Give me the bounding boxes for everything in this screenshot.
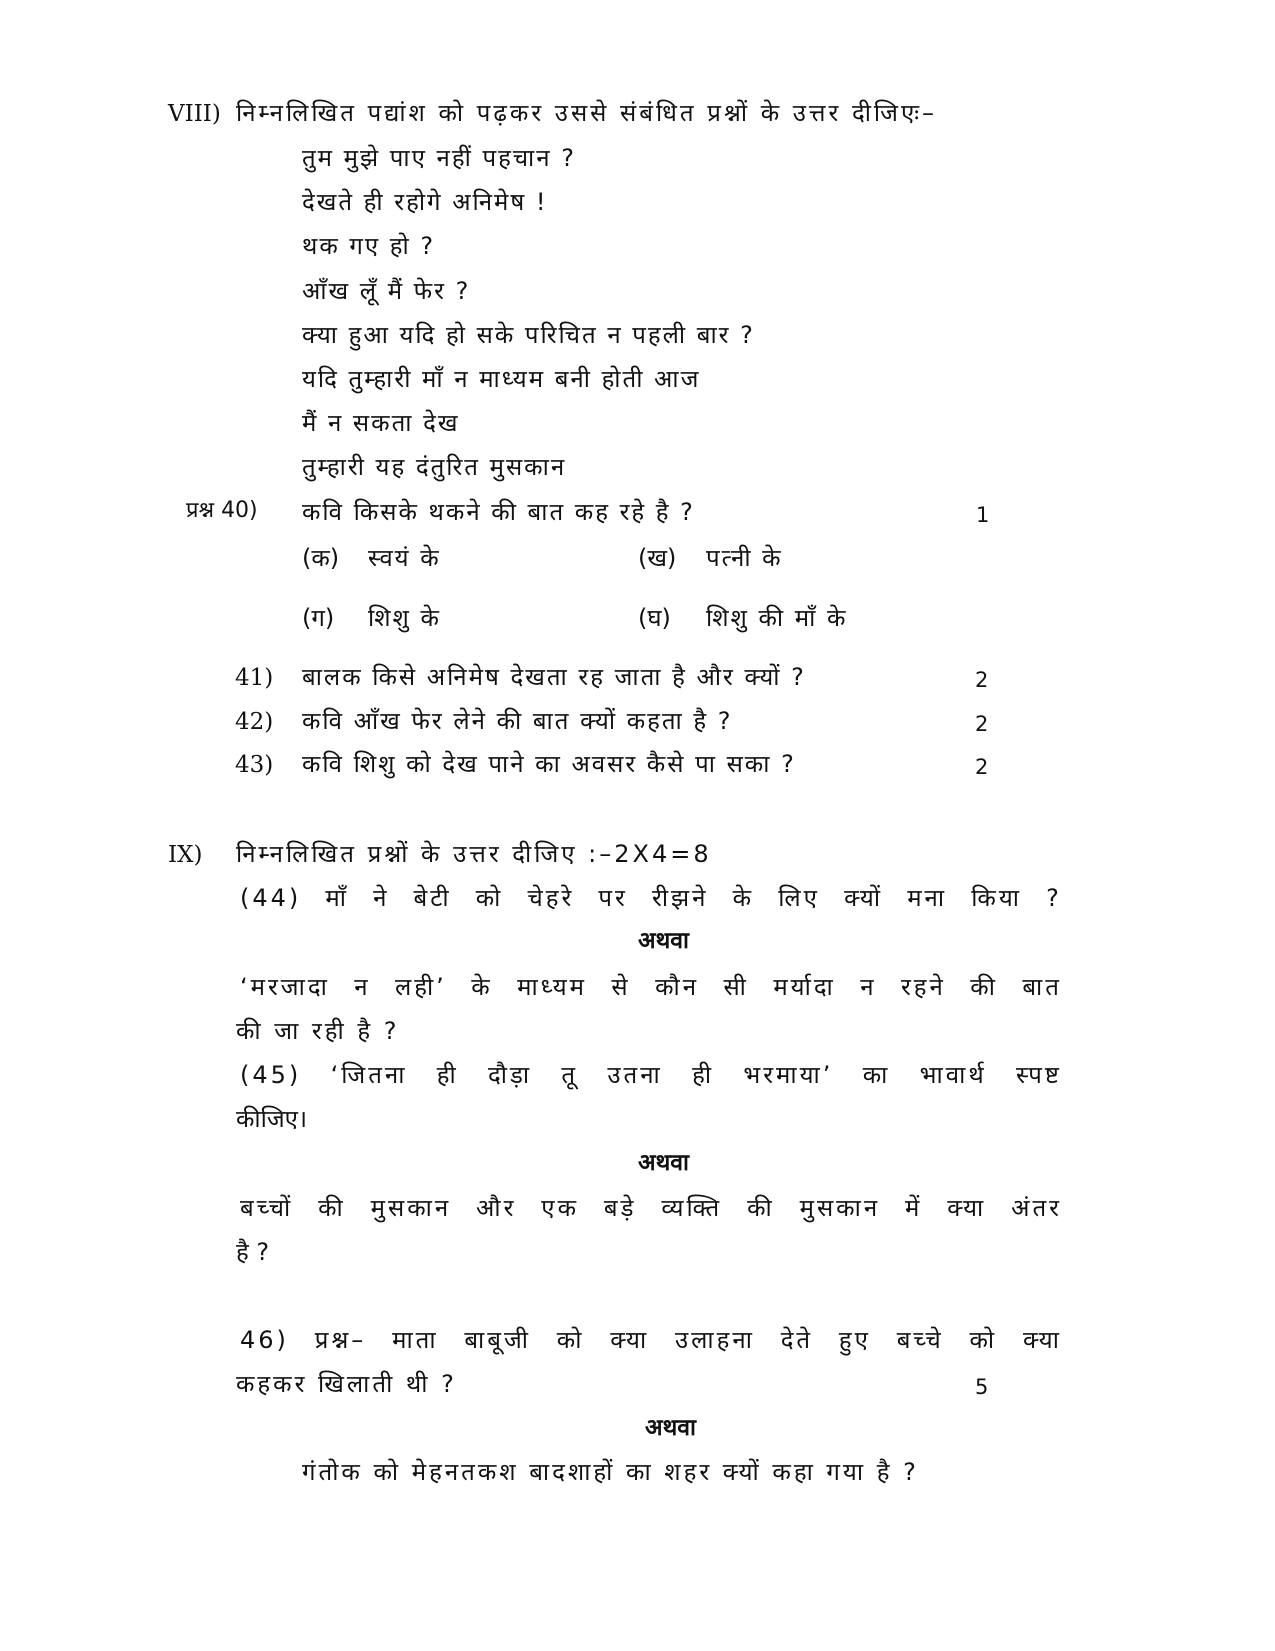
or-divider: अथवा xyxy=(645,1415,697,1441)
question-45-text: (45) ‘जितना ही दौड़ा तू उतना ही भरमाया’ का भावार्थ स्पष्ट xyxy=(240,1061,1062,1089)
option-key: (ख) xyxy=(638,544,677,572)
question-marks: 2 xyxy=(975,712,989,736)
section-ix-label: IX) xyxy=(168,842,203,868)
or-divider: अथवा xyxy=(638,928,690,954)
question-46-text: 46) प्रश्न– माता बाबूजी को क्या उलाहना देते हुए बच्चे को क्या xyxy=(240,1326,1062,1354)
question-46-alt-text: गंतोक को मेहनतकश बादशाहों का शहर क्यों कहा गया है ? xyxy=(302,1458,919,1486)
question-40-label: प्रश्न 40) xyxy=(186,498,258,523)
question-44-alt-line: की जा रही है ? xyxy=(236,1017,400,1045)
poem-line: आँख लूँ मैं फेर ? xyxy=(302,277,471,305)
poem-line: थक गए हो ? xyxy=(302,232,436,260)
question-text: कवि शिशु को देख पाने का अवसर कैसे पा सका ? xyxy=(302,750,796,778)
poem-line: देखते ही रहोगे अनिमेष ! xyxy=(302,188,548,216)
question-45-text: कीजिए। xyxy=(236,1105,308,1133)
section-ix-instruction: निम्नलिखित प्रश्नों के उत्तर दीजिए :–2X4=8 xyxy=(236,840,712,868)
poem-line: मैं न सकता देख xyxy=(302,409,460,437)
question-46-marks: 5 xyxy=(975,1375,989,1399)
question-marks: 2 xyxy=(975,668,989,692)
question-marks: 2 xyxy=(975,755,989,779)
question-40-text: कवि किसके थकने की बात कह रहे है ? xyxy=(302,498,695,526)
question-45-alt-line: है ? xyxy=(236,1238,270,1266)
or-divider: अथवा xyxy=(638,1150,690,1176)
section-viii-instruction: निम्नलिखित पद्यांश को पढ़कर उससे संबंधित प्रश्नों के उत्तर दीजिएः– xyxy=(236,99,938,127)
question-46-text: कहकर खिलाती थी ? xyxy=(236,1370,457,1398)
option-text: पत्नी के xyxy=(706,544,783,572)
poem-line: क्या हुआ यदि हो सके परिचित न पहली बार ? xyxy=(302,321,755,349)
option-text: शिशु की माँ के xyxy=(706,604,848,632)
question-44-alt-line: ‘मरजादा न लही’ के माध्यम से कौन सी मर्यादा न रहने की बात xyxy=(240,973,1062,1001)
question-number: 43) xyxy=(235,752,274,778)
question-number: 42) xyxy=(235,709,274,735)
option-key: (घ) xyxy=(638,604,671,632)
question-text: बालक किसे अनिमेष देखता रह जाता है और क्यों ? xyxy=(302,663,806,691)
poem-line: तुम्हारी यह दंतुरित मुसकान xyxy=(302,453,567,481)
option-key: (ग) xyxy=(302,604,335,632)
question-44-text: (44) माँ ने बेटी को चेहरे पर रीझने के लिए क्यों मना किया ? xyxy=(240,884,1062,912)
option-text: शिशु के xyxy=(368,604,441,632)
poem-line: तुम मुझे पाए नहीं पहचान ? xyxy=(302,144,576,172)
question-number: 41) xyxy=(235,665,274,691)
question-40-marks: 1 xyxy=(976,503,990,527)
poem-line: यदि तुम्हारी माँ न माध्यम बनी होती आज xyxy=(302,365,701,393)
option-text: स्वयं के xyxy=(368,544,441,572)
option-key: (क) xyxy=(302,544,340,572)
question-text: कवि आँख फेर लेने की बात क्यों कहता है ? xyxy=(302,707,733,735)
section-viii-label: VIII) xyxy=(168,101,221,127)
question-45-alt-line: बच्चों की मुसकान और एक बड़े व्यक्ति की मुसकान में क्या अंतर xyxy=(240,1194,1062,1222)
